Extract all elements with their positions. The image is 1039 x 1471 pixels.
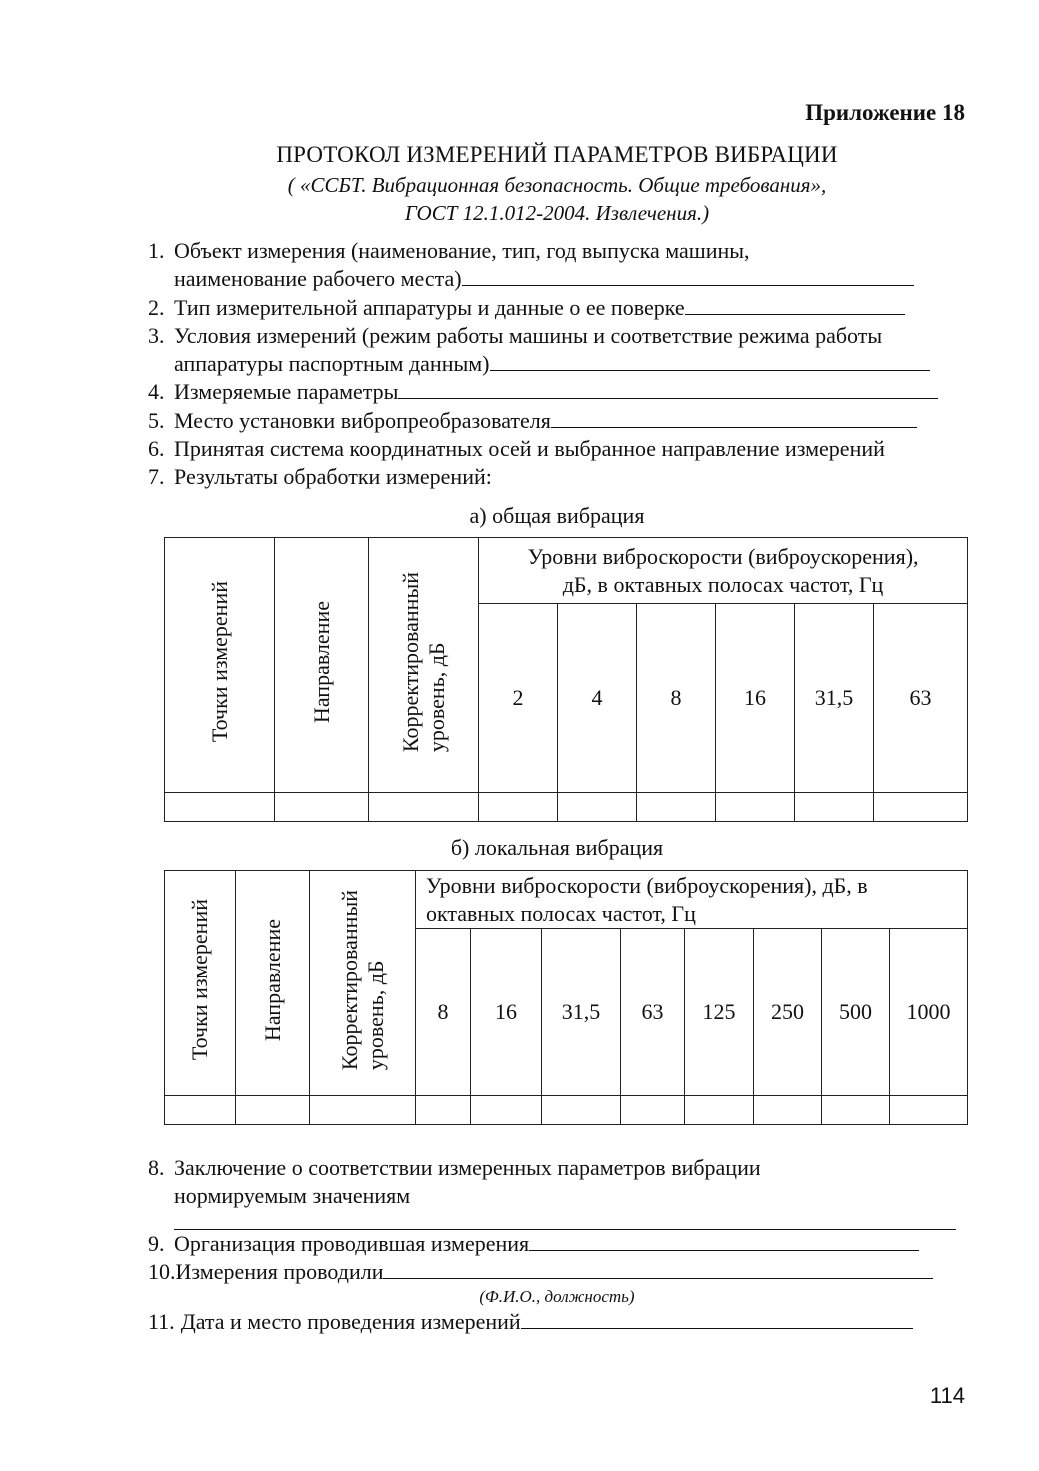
header-points-label: Точки измерений (206, 581, 232, 743)
empty-cell (479, 793, 558, 822)
header-level-line-2: уровень, дБ (362, 960, 388, 1071)
freq-cell: 4 (558, 604, 637, 793)
freq-cell: 2 (479, 604, 558, 793)
item-3-line-1 (148, 322, 968, 350)
item-2 (148, 294, 968, 322)
protocol-conclusion-items (148, 1154, 968, 1336)
fill-line (685, 296, 905, 315)
item-4 (148, 378, 968, 406)
header-level-label (398, 572, 450, 752)
empty-cell (369, 793, 479, 822)
freq-cell: 500 (822, 929, 890, 1096)
item-8-line-1 (148, 1154, 968, 1182)
subtitle-line-2: ГОСТ 12.1.012-2004. Извлечения.) (404, 201, 710, 225)
freq-cell: 31,5 (795, 604, 874, 793)
header-direction (275, 538, 369, 793)
header-points-label: Точки измерений (187, 899, 212, 1061)
fill-line (521, 1310, 913, 1329)
header-points (165, 538, 275, 793)
empty-cell (236, 1096, 310, 1125)
empty-cell (542, 1096, 621, 1125)
item-text: Условия измерений (режим работы машины и соответствие режима работы (174, 322, 883, 348)
header-direction-label: Направление (259, 918, 285, 1042)
empty-cell (795, 793, 874, 822)
local-vibration-table (164, 870, 968, 1125)
header-octave-line-1: Уровни виброскорости (виброускорения), (527, 543, 919, 569)
item-1-line-2 (148, 265, 968, 293)
item-number: 7. (148, 464, 165, 490)
header-points (165, 871, 236, 1096)
empty-cell (637, 793, 716, 822)
empty-cell (890, 1096, 968, 1125)
item-text: Заключение о соответствии измеренных параметров вибрации (174, 1155, 761, 1180)
empty-cell (716, 793, 795, 822)
empty-cell (754, 1096, 822, 1125)
freq-cell: 250 (754, 929, 822, 1096)
header-octave-levels (479, 538, 968, 604)
item-6 (148, 435, 968, 463)
page-number: 114 (929, 1383, 965, 1408)
header-corrected-level (369, 538, 479, 793)
item-text: Результаты обработки измерений: (174, 464, 492, 490)
header-direction (236, 871, 310, 1096)
item-number: 9. (148, 1230, 165, 1256)
document-title: ПРОТОКОЛ ИЗМЕРЕНИЙ ПАРАМЕТРОВ ВИБРАЦИИ (276, 142, 838, 167)
header-level-label (337, 890, 389, 1070)
fill-line (398, 380, 938, 399)
item-10 (148, 1258, 968, 1286)
header-level-line-1: Корректированный (397, 571, 423, 753)
item-text: Тип измерительной аппаратуры и данные о ее поверке (174, 294, 685, 320)
table-b-caption: б) локальная вибрация (450, 835, 664, 860)
item-number: 5. (148, 407, 165, 433)
header-direction-label: Направление (308, 600, 334, 724)
freq-cell: 16 (716, 604, 795, 793)
item-1-line-1 (148, 237, 968, 265)
protocol-items (148, 237, 968, 492)
header-octave-line-1: Уровни виброскорости (виброускорения), дБ, в (426, 872, 868, 898)
header-octave-levels (416, 871, 968, 929)
freq-cell: 8 (637, 604, 716, 793)
item-number: 10. (148, 1258, 176, 1284)
item-8-fill (148, 1211, 968, 1230)
item-7 (148, 463, 968, 491)
fill-line (490, 352, 930, 371)
item-text: Дата и место проведения измерений (180, 1309, 521, 1335)
freq-cell: 63 (621, 929, 685, 1096)
empty-cell (621, 1096, 685, 1125)
item-text: Измерения проводили (175, 1258, 384, 1284)
fill-line (383, 1260, 933, 1279)
header-corrected-level (310, 871, 416, 1096)
table-a-caption: а) общая вибрация (469, 503, 645, 528)
item-text: Измеряемые параметры (174, 379, 399, 405)
item-number: 3. (148, 322, 165, 348)
empty-cell (822, 1096, 890, 1125)
item-5 (148, 407, 968, 435)
empty-cell (471, 1096, 542, 1125)
header-octave-line-2: дБ, в октавных полосах частот, Гц (562, 571, 884, 597)
fill-line (529, 1232, 919, 1251)
item-text: аппаратуры паспортным данным) (174, 351, 490, 377)
freq-cell: 16 (471, 929, 542, 1096)
empty-cell (310, 1096, 416, 1125)
item-text: Организация проводившая измерения (174, 1230, 530, 1256)
empty-cell (874, 793, 968, 822)
freq-cell: 125 (685, 929, 754, 1096)
general-vibration-table (164, 537, 968, 822)
item-text: наименование рабочего места) (174, 266, 462, 292)
item-11 (148, 1308, 968, 1336)
fill-line (551, 409, 917, 428)
name-position-note: (Ф.И.О., должность) (479, 1287, 635, 1307)
freq-cell: 8 (416, 929, 471, 1096)
item-text: Место установки вибропреобразователя (174, 407, 551, 433)
item-number: 4. (148, 379, 165, 405)
item-number: 1. (148, 238, 165, 263)
header-level-line-1: Корректированный (336, 889, 362, 1071)
empty-cell (165, 1096, 236, 1125)
item-3-line-2 (148, 350, 968, 378)
item-number: 2. (148, 294, 165, 320)
subtitle-line-1: ( «ССБТ. Вибрационная безопасность. Общие требования», (287, 173, 827, 197)
empty-cell (416, 1096, 471, 1125)
table-row (165, 793, 968, 822)
empty-cell (685, 1096, 754, 1125)
empty-cell (165, 793, 275, 822)
item-text: нормируемым значениям (174, 1183, 411, 1209)
item-9 (148, 1230, 968, 1258)
fill-line (462, 267, 914, 286)
item-8-line-2 (148, 1182, 968, 1210)
fill-line (174, 1211, 956, 1230)
empty-cell (558, 793, 637, 822)
empty-cell (275, 793, 369, 822)
header-level-line-2: уровень, дБ (423, 642, 449, 753)
item-number: 8. (148, 1155, 165, 1180)
table-row (165, 1096, 968, 1125)
item-text: Объект измерения (наименование, тип, год выпуска машины, (174, 238, 750, 263)
freq-cell: 31,5 (542, 929, 621, 1096)
freq-cell: 63 (874, 604, 968, 793)
item-number: 6. (148, 436, 165, 462)
item-number: 11. (148, 1309, 175, 1335)
item-text: Принятая система координатных осей и выбранное направление измерений (174, 436, 885, 462)
header-octave-line-2: октавных полосах частот, Гц (426, 900, 696, 926)
freq-cell: 1000 (890, 929, 968, 1096)
appendix-label: Приложение 18 (805, 100, 965, 125)
